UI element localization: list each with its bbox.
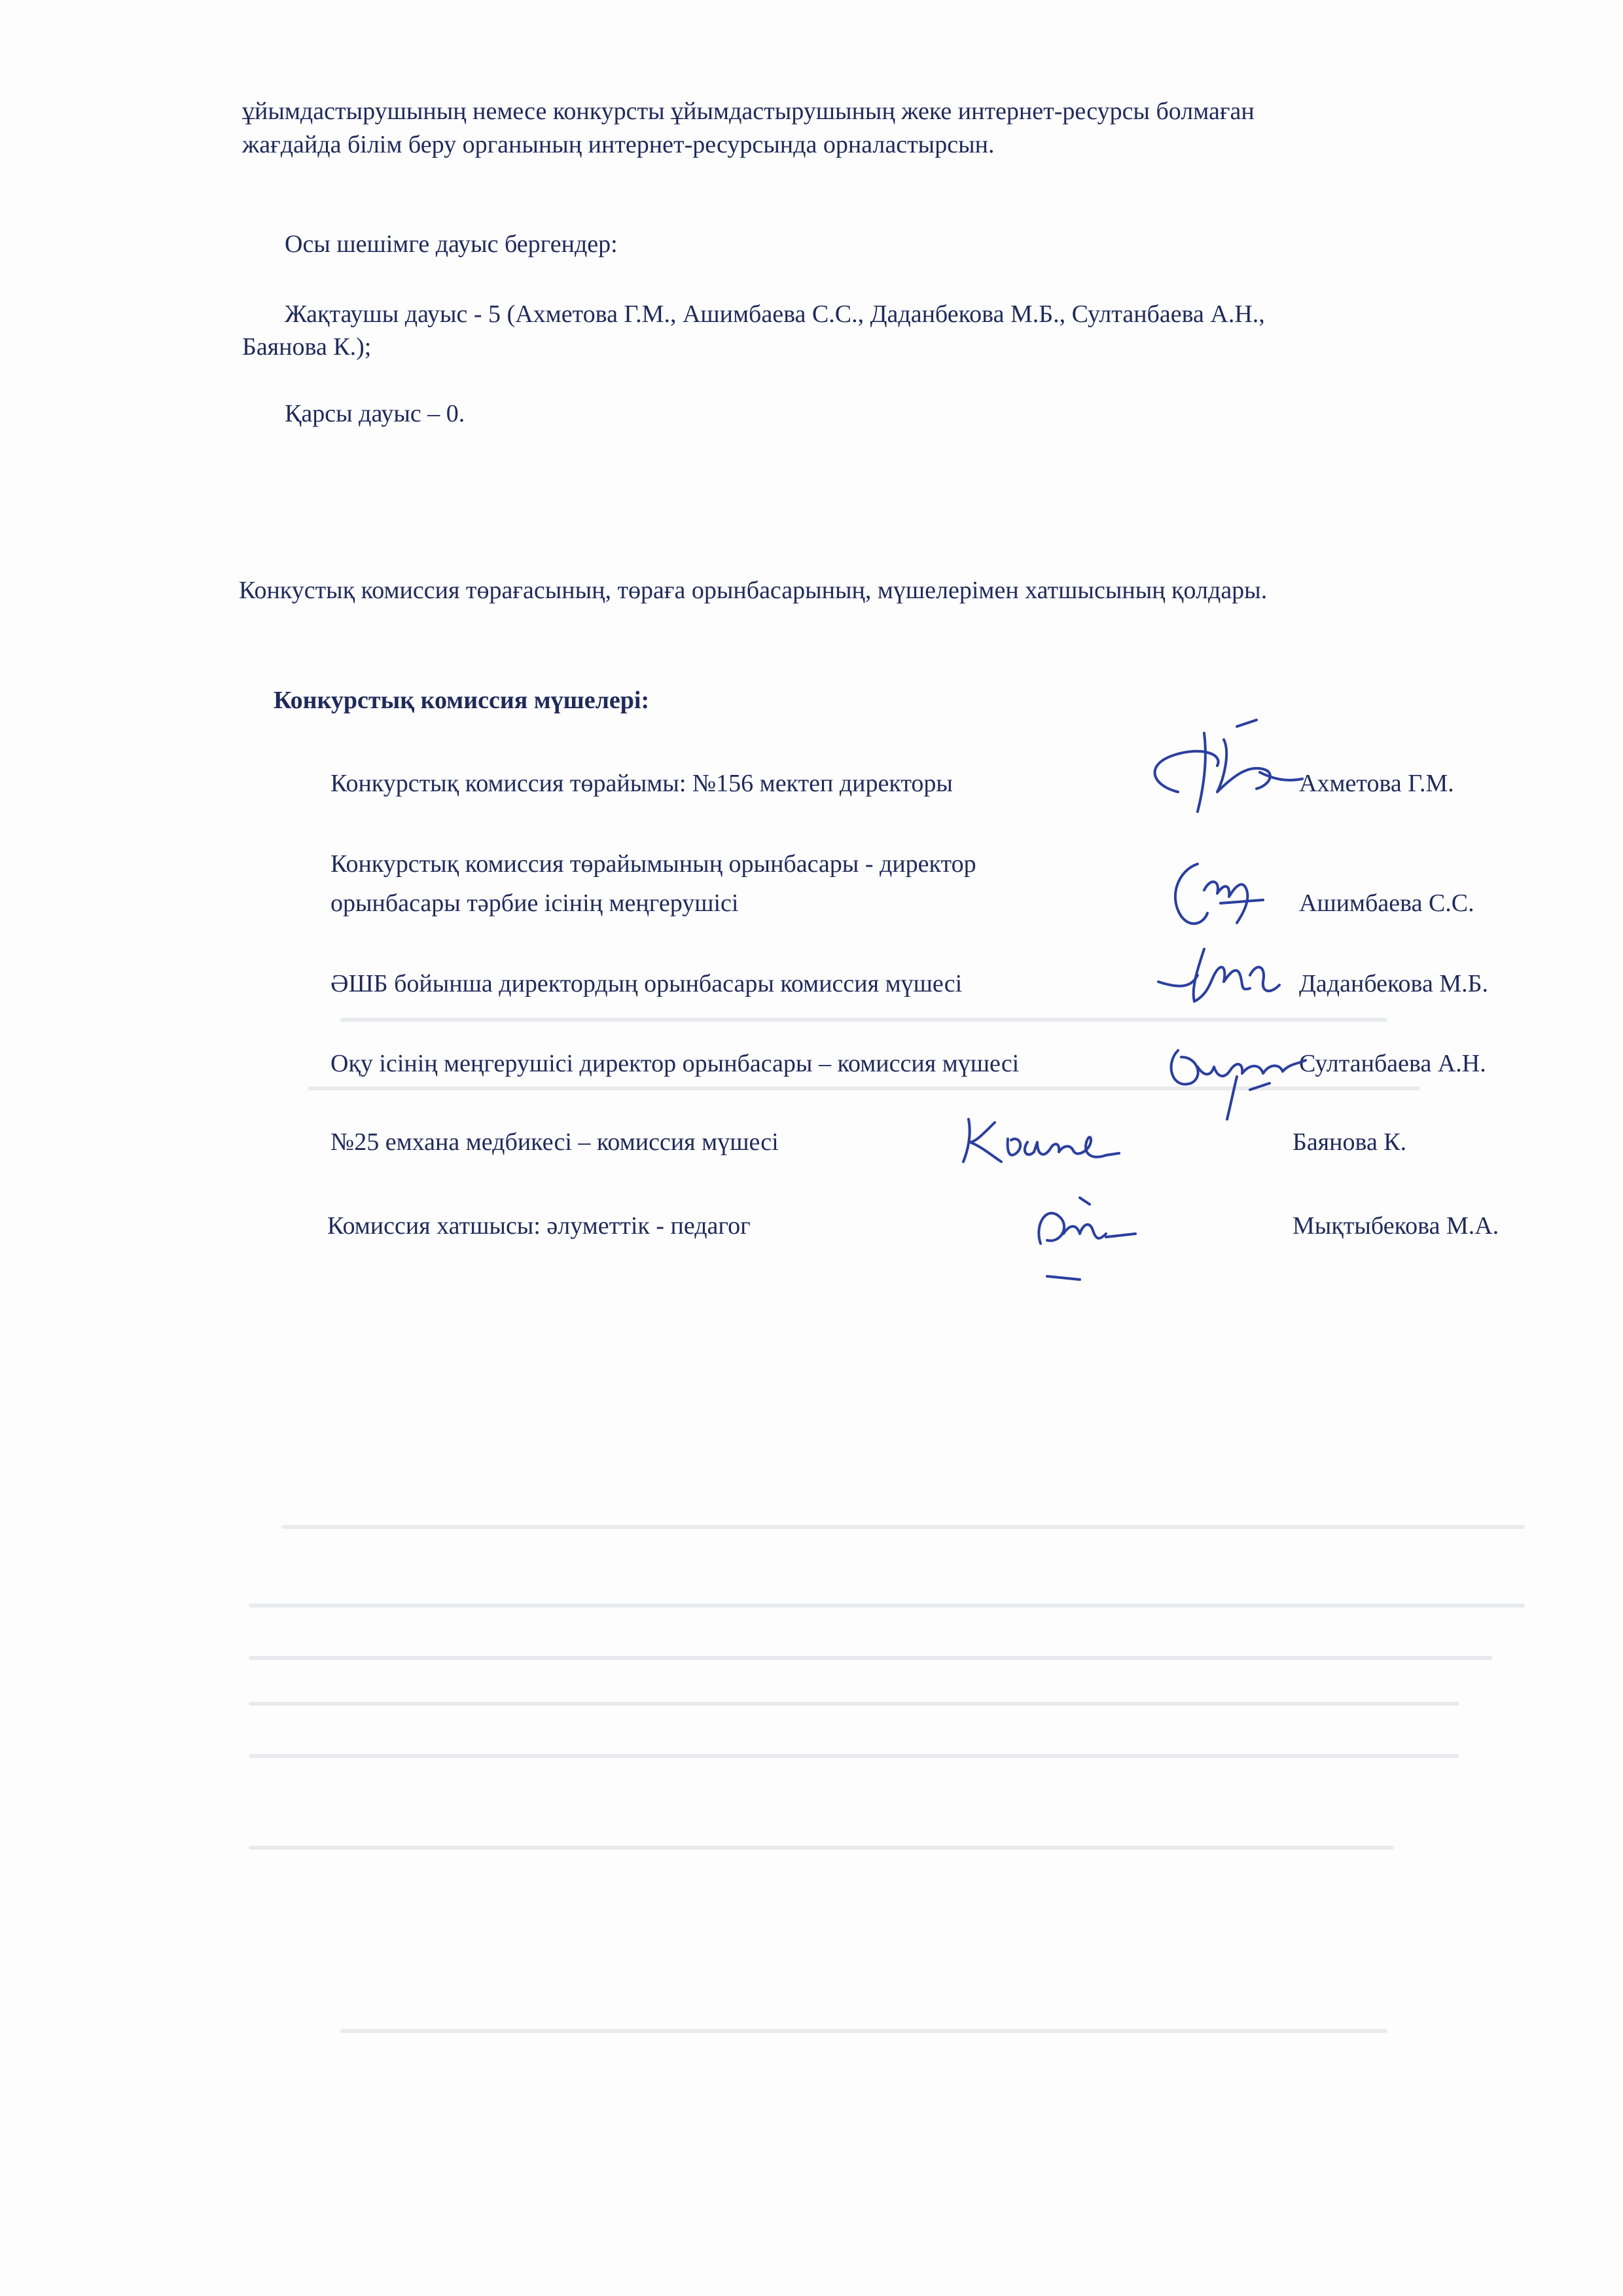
intro-line-2: жағдайда білім беру органының интернет-ресурсында орналастырсын.: [242, 131, 995, 158]
member-name: Баянова К.: [1293, 1128, 1407, 1156]
bleed-through-mark: [249, 1754, 1459, 1758]
member-role: №25 емхана медбикесі – комиссия мүшесі: [330, 1128, 779, 1156]
signature-sultanbaeva: [1152, 1024, 1315, 1122]
signature-akhmetova: [1126, 713, 1309, 825]
votes-for-line-2: Баянова К.);: [242, 333, 372, 361]
member-name: Даданбекова М.Б.: [1299, 970, 1488, 997]
bleed-through-mark: [249, 1604, 1525, 1607]
commission-heading: Конкурстық комиссия мүшелері:: [274, 687, 650, 714]
signatures-note: Конкустық комиссия төрағасының, төраға орынбасарының, мүшелерімен хатшысының қолдары.: [239, 577, 1268, 604]
bleed-through-mark: [281, 1525, 1525, 1529]
member-role: Конкурстық комиссия төрайымы: №156 мектеп директоры: [330, 770, 953, 797]
voting-heading: Осы шешімге дауыс бергендер:: [285, 230, 618, 258]
bleed-through-mark: [249, 1846, 1394, 1850]
member-role: орынбасары тәрбие ісінің меңгерушісі: [330, 889, 739, 917]
signature-ashimbaeva: [1158, 851, 1270, 936]
bleed-through-mark: [249, 1702, 1459, 1706]
member-name: Султанбаева А.Н.: [1299, 1050, 1486, 1077]
votes-against: Қарсы дауыс – 0.: [285, 400, 465, 427]
signature-myktybekova: [1008, 1178, 1139, 1289]
member-role: Оқу ісінің меңгерушісі директор орынбасары – комиссия мүшесі: [330, 1050, 1020, 1077]
member-role: Конкурстық комиссия төрайымының орынбасары - директор: [330, 850, 976, 878]
bleed-through-mark: [340, 2029, 1387, 2033]
votes-for-line-1: Жақтаушы дауыс - 5 (Ахметова Г.М., Ашимбаева С.С., Даданбекова М.Б., Султанбаева А.Н.,: [285, 300, 1265, 328]
member-role: Комиссия хатшысы: әлуметтік - педагог: [327, 1212, 751, 1240]
bleed-through-mark: [340, 1018, 1387, 1022]
member-role: ӘШБ бойынша директордың орынбасары комиссия мүшесі: [330, 970, 963, 997]
intro-line-1: ұйымдастырушының немесе конкурсты ұйымдастырушының жеке интернет-ресурсы болмаған: [242, 98, 1255, 125]
signature-dadanbekova: [1152, 936, 1283, 1014]
member-name: Мықтыбекова М.А.: [1293, 1212, 1499, 1240]
member-name: Ахметова Г.М.: [1299, 770, 1454, 797]
signature-bayanova: [955, 1106, 1126, 1172]
bleed-through-mark: [249, 1656, 1492, 1660]
member-name: Ашимбаева С.С.: [1299, 889, 1474, 917]
